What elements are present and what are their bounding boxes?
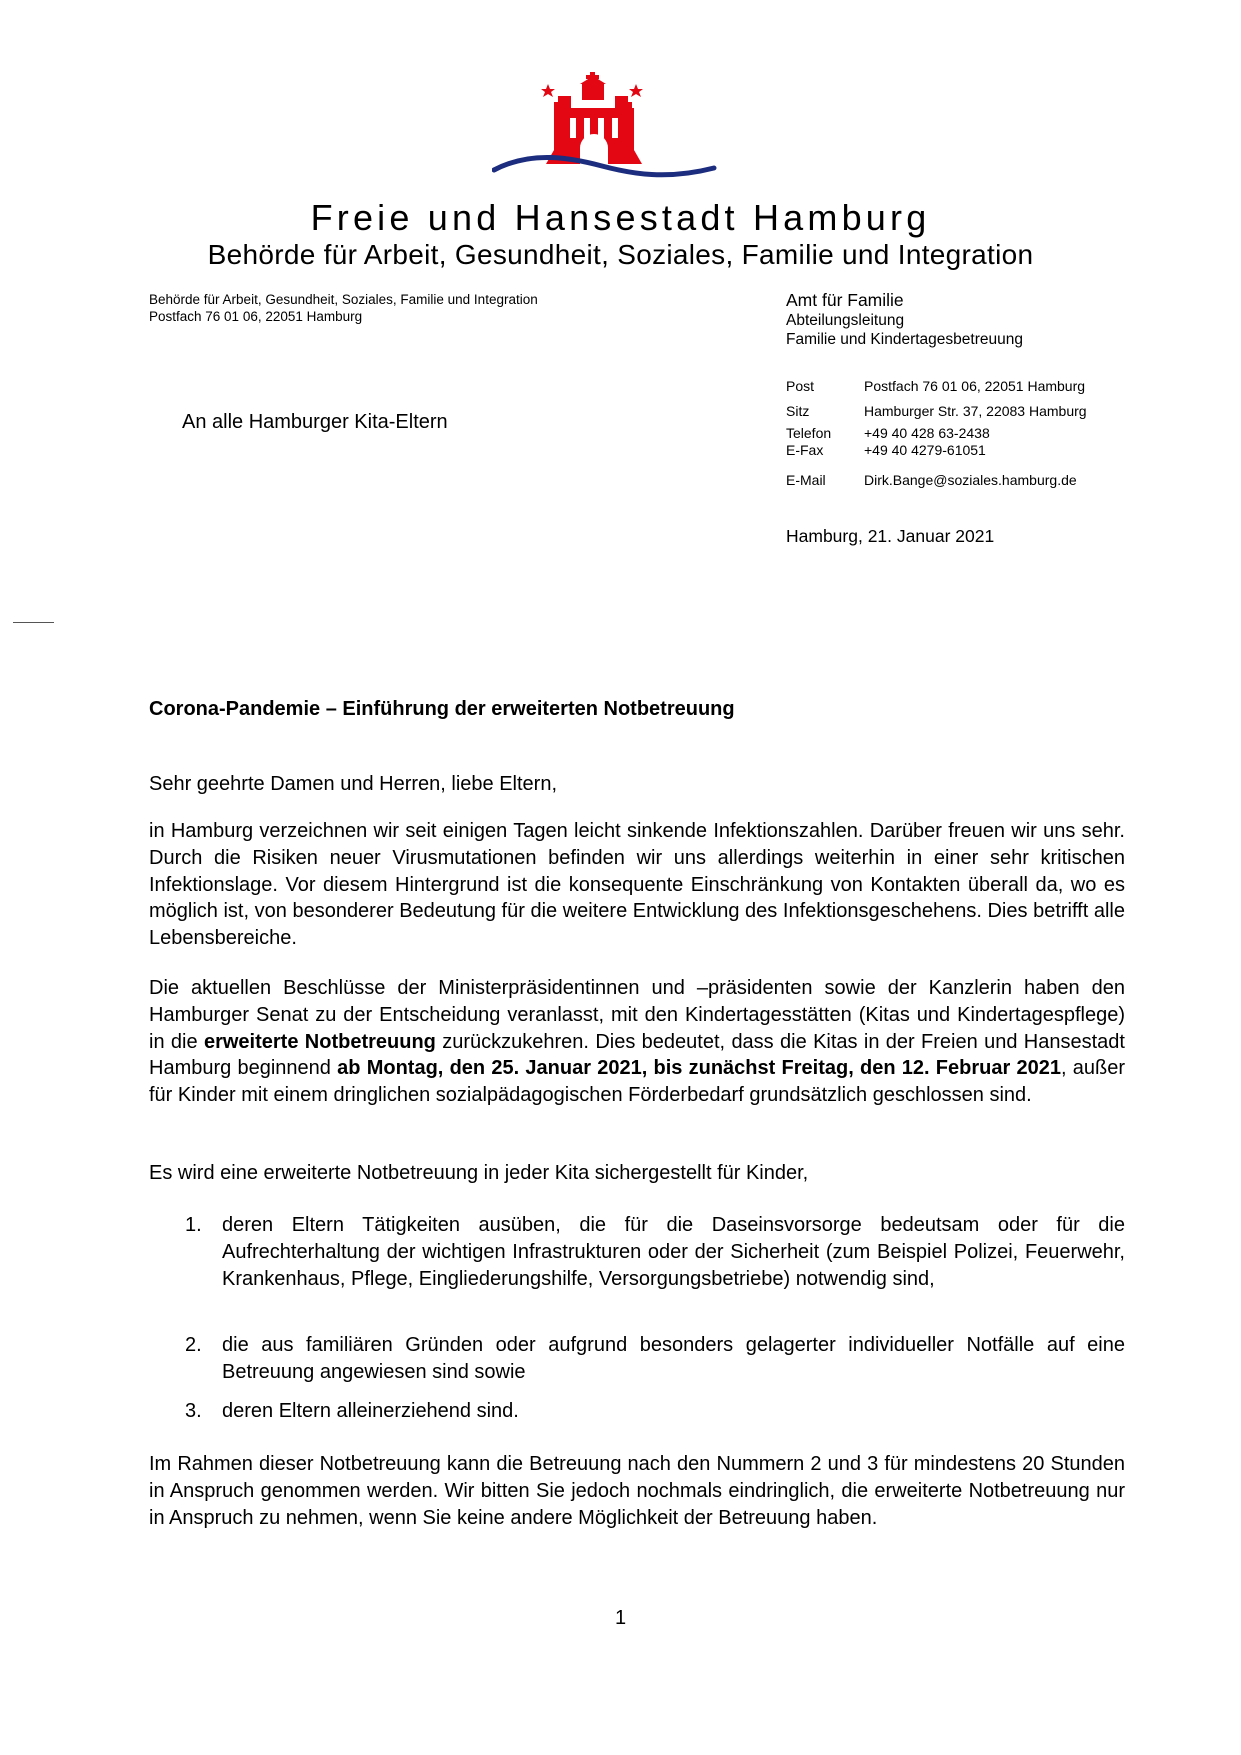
star-left-icon [541, 84, 555, 97]
page-number: 1 [614, 1607, 627, 1629]
contact-label-post: Post [786, 378, 815, 394]
department-unit: Familie und Kindertagesbetreuung [786, 331, 1023, 348]
list-item-number: 1. [185, 1214, 202, 1236]
paragraph-2-bold2: ab Montag, den 25. Januar 2021, bis zunächst Freitag, den 12. Februar 2021 [337, 1057, 1061, 1080]
authority-name: Behörde für Arbeit, Gesundheit, Soziales, Familie und Integration [207, 239, 1034, 270]
salutation: Sehr geehrte Damen und Herren, liebe Eltern, [149, 773, 558, 795]
recipient: An alle Hamburger Kita-Eltern [182, 411, 448, 433]
contact-value-telefon: +49 40 428 63-2438 [864, 425, 990, 441]
department-office: Amt für Familie [786, 290, 904, 310]
star-right-icon [629, 84, 643, 97]
paragraph-2-part1: Die aktuellen Beschlüsse der Ministerpräsidentinnen und –präsidenten sowie der Kanzlerin haben den Hamburger Senat zu der Entscheidung veranlasst, mit den Kindertagesstätten (Kitas und Kindertagespflege) in die [149, 977, 1125, 1053]
contact-label-email: E-Mail [786, 472, 826, 488]
sender-address-line2: Postfach 76 01 06, 22051 Hamburg [149, 309, 363, 324]
paragraph-2-part3: , außer für Kinder mit einem dringlichen sozialpädagogischen Förderbedarf grundsätzlich geschlossen sind. [149, 1057, 1126, 1107]
contact-label-efax: E-Fax [786, 442, 824, 458]
paragraph-2-bold1: erweiterte Notbetreuung [203, 1030, 436, 1053]
hamburg-castle-emblem-icon [492, 72, 717, 184]
contact-label-telefon: Telefon [786, 425, 832, 441]
date-line: Hamburg, 21. Januar 2021 [786, 526, 995, 546]
paragraph-2 [149, 975, 1125, 1109]
subject-line: Corona-Pandemie – Einführung der erweiterten Notbetreuung [149, 698, 735, 720]
contact-value-post: Postfach 76 01 06, 22051 Hamburg [864, 378, 1086, 394]
contact-value-sitz: Hamburger Str. 37, 22083 Hamburg [864, 403, 1087, 419]
list-item-number: 2. [185, 1334, 202, 1356]
list-item-number: 3. [185, 1400, 202, 1422]
paragraph-3: Es wird eine erweiterte Notbetreuung in jeder Kita sichergestellt für Kinder, [149, 1162, 809, 1184]
contact-value-email: Dirk.Bange@soziales.hamburg.de [864, 472, 1077, 488]
fold-mark [13, 622, 54, 623]
paragraph-1: in Hamburg verzeichnen wir seit einigen Tagen leicht sinkende Infektionszahlen. Darüber freuen wir uns sehr. Durch die Risiken neuer Virusmutationen befinden wir uns allerdings weiterhin in einer sehr kritischen Infektionslage. Vor diesem Hintergrund ist die konsequente Einschränkung von Kontakten überall da, wo es möglich ist, von besonderer Bedeutung für die weitere Entwicklung des Infektionsgeschehens. Dies betrifft alle Lebensbereiche. [149, 820, 1125, 950]
paragraph-4: Im Rahmen dieser Notbetreuung kann die Betreuung nach den Nummern 2 und 3 für mindestens 20 Stunden in Anspruch genommen werden. Wir bitten Sie jedoch nochmals eindringlich, die erweiterte Notbetreuung nur in Anspruch zu nehmen, wenn Sie keine andere Möglichkeit der Betreuung haben. [149, 1453, 1125, 1529]
list-item-text: die aus familiären Gründen oder aufgrund besonders gelagerter individueller Notfälle auf eine Betreuung angewiesen sind sowie [222, 1334, 1125, 1383]
sender-address-line1: Behörde für Arbeit, Gesundheit, Soziales, Familie und Integration [149, 292, 538, 307]
contact-label-sitz: Sitz [786, 403, 810, 419]
list-item-text: deren Eltern Tätigkeiten ausüben, die für die Daseinsvorsorge bedeutsam oder für die Aufrechterhaltung der wichtigen Infrastrukturen oder der Sicherheit (zum Beispiel Polizei, Feuerwehr, Krankenhaus, Pflege, Eingliederungshilfe, Versorgungsbetriebe) notwendig sind, [222, 1214, 1125, 1290]
list-item-text: deren Eltern alleinerziehend sind. [222, 1400, 519, 1422]
contact-value-efax: +49 40 4279-61051 [864, 442, 986, 458]
city-name: Freie und Hansestadt Hamburg [310, 197, 931, 238]
paragraph-2-part2: zurückzukehren. Dies bedeutet, dass die Kitas in der Freien und Hansestadt Hamburg beginnend [149, 1030, 1125, 1080]
department-division: Abteilungsleitung [786, 312, 905, 329]
